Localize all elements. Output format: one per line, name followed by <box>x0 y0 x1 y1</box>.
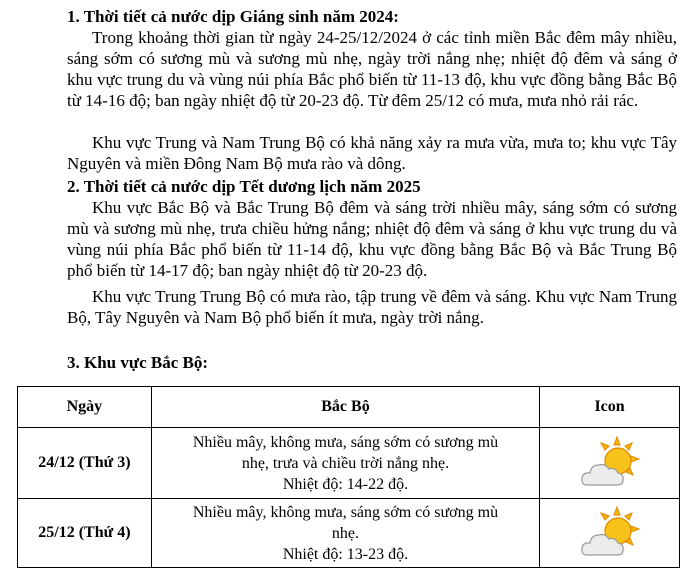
row-date: 24/12 (Thứ 3) <box>18 428 152 499</box>
table-row <box>18 428 680 499</box>
row-temperature: Nhiệt độ: 13-23 độ. <box>282 545 409 563</box>
row-description-line: Nhiều mây, không mưa, sáng sớm có sương mù <box>192 433 499 451</box>
row-icon-cell <box>540 428 680 499</box>
section-1-paragraph-1: Trong khoảng thời gian từ ngày 24-25/12/2024 ở các tỉnh miền Bắc đêm mây nhiều, sáng sớm có sương mù và sương mù nhẹ, ngày trời nắng nhẹ; nhiệt độ đêm và sáng ở khu vực trung du và vùng núi phía Bắc phổ biến từ 11-13 độ, khu vực đồng bằng Bắc Bộ từ 14-16 độ; ban ngày nhiệt độ từ 20-23 độ. Từ đêm 25/12 có mưa, mưa nhỏ rải rác. <box>67 28 677 110</box>
section-2-paragraph-2: Khu vực Trung Trung Bộ có mưa rào, tập trung về đêm và sáng. Khu vực Nam Trung Bộ, Tây Nguyên và Nam Bộ phổ biến ít mưa, ngày trời nắng. <box>67 287 677 327</box>
forecast-table <box>17 386 680 568</box>
row-date: 25/12 (Thứ 4) <box>18 499 152 568</box>
row-description <box>151 428 539 499</box>
row-description-line: nhẹ, trưa và chiều trời nắng nhẹ. <box>241 454 450 472</box>
header-icon: Icon <box>540 387 680 428</box>
row-description <box>151 499 539 568</box>
partly-cloudy-icon <box>579 505 641 561</box>
row-description-line: nhẹ. <box>331 524 360 542</box>
section-2-paragraph-1: Khu vực Bắc Bộ và Bắc Trung Bộ đêm và sáng trời nhiều mây, sáng sớm có sương mù và sương mù nhẹ, trưa chiều hửng nắng; nhiệt độ đêm và sáng ở khu vực trung du và vùng núi phía Bắc phổ biến từ 11-14 độ, khu vực đồng bằng Bắc Bộ và Bắc Trung Bộ phổ biến từ 14-17 độ; ban ngày nhiệt độ từ 20-23 độ. <box>67 198 677 280</box>
table-header-row <box>18 387 680 428</box>
header-region: Bắc Bộ <box>151 387 539 428</box>
section-2-heading: 2. Thời tiết cả nước dịp Tết dương lịch năm 2025 <box>67 177 421 196</box>
table-row <box>18 499 680 568</box>
section-1-paragraph-2: Khu vực Trung và Nam Trung Bộ có khả năng xảy ra mưa vừa, mưa to; khu vực Tây Nguyên và miền Đông Nam Bộ mưa rào và dông. <box>67 133 677 173</box>
row-temperature: Nhiệt độ: 14-22 độ. <box>282 475 409 493</box>
row-icon-cell <box>540 499 680 568</box>
partly-cloudy-icon <box>579 435 641 491</box>
section-3-heading: 3. Khu vực Bắc Bộ: <box>67 353 209 372</box>
header-date: Ngày <box>18 387 152 428</box>
row-description-line: Nhiều mây, không mưa, sáng sớm có sương mù <box>192 503 499 521</box>
section-1-heading: 1. Thời tiết cả nước dịp Giáng sinh năm 2024: <box>67 7 399 26</box>
